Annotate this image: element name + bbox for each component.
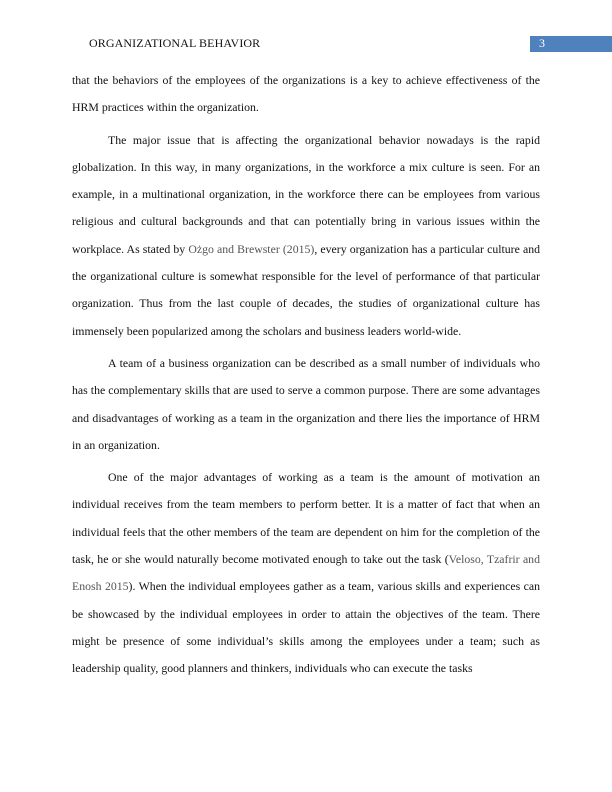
paragraph-team-advantages-text-after: ). When the individual employees gather as a team, various skills and experiences can be showcased by the individual employees in order to attain the objectives of the team. There might be presence of some individual’s skills among the employees under a team; such as leadership quality, good planners and thinkers, individuals who can execute the tasks bbox=[72, 579, 541, 676]
paragraph-team-definition: A team of a business organization can be described as a small number of individuals who has the complementary skills that are used to serve a common purpose. There are some advantages and disadvantages of working as a team in the organization and there lies the importance of HRM in an organization. bbox=[72, 355, 540, 452]
paragraph-globalization-text-after: , every organization has a particular culture and the organizational culture is somewhat responsible for the level of performance of that particular organization. Thus from the last couple of decades, the studies of organizational culture has immensely been popularized among the scholars and business leaders world-wide. bbox=[72, 241, 541, 338]
citation-veloso-tzafrir-enosh: Veloso, Tzafrir and Enosh 2015 bbox=[72, 552, 540, 594]
paragraph-team-advantages bbox=[72, 464, 540, 682]
paragraph-globalization bbox=[72, 127, 540, 345]
citation-ozgo-brewster: Ożgo and Brewster (2015) bbox=[188, 241, 315, 256]
paragraph-globalization-text-before: The major issue that is affecting the organizational behavior nowadays is the rapid globalization. In this way, in many organizations, in the workforce a mix culture is seen. For an example, in a multinational organization, in the workforce there can be employees from various religious and cultural backgrounds and that can potentially bring in various issues within the workplace. As stated by bbox=[72, 132, 540, 256]
page-number-badge: 3 bbox=[530, 36, 612, 52]
running-header-title: ORGANIZATIONAL BEHAVIOR bbox=[89, 36, 261, 50]
paragraph-team-advantages-text-before: One of the major advantages of working as a team is the amount of motivation an individual receives from the team members to perform better. It is a matter of fact that when an individual feels that the other members of the team are dependent on him for the completion of the task, he or she would naturally become motivated enough to take out the task ( bbox=[72, 470, 540, 567]
paragraph-continued: that the behaviors of the employees of the organizations is a key to achieve effectiveness of the HRM practices within the organization. bbox=[72, 73, 540, 115]
document-body bbox=[72, 67, 540, 683]
